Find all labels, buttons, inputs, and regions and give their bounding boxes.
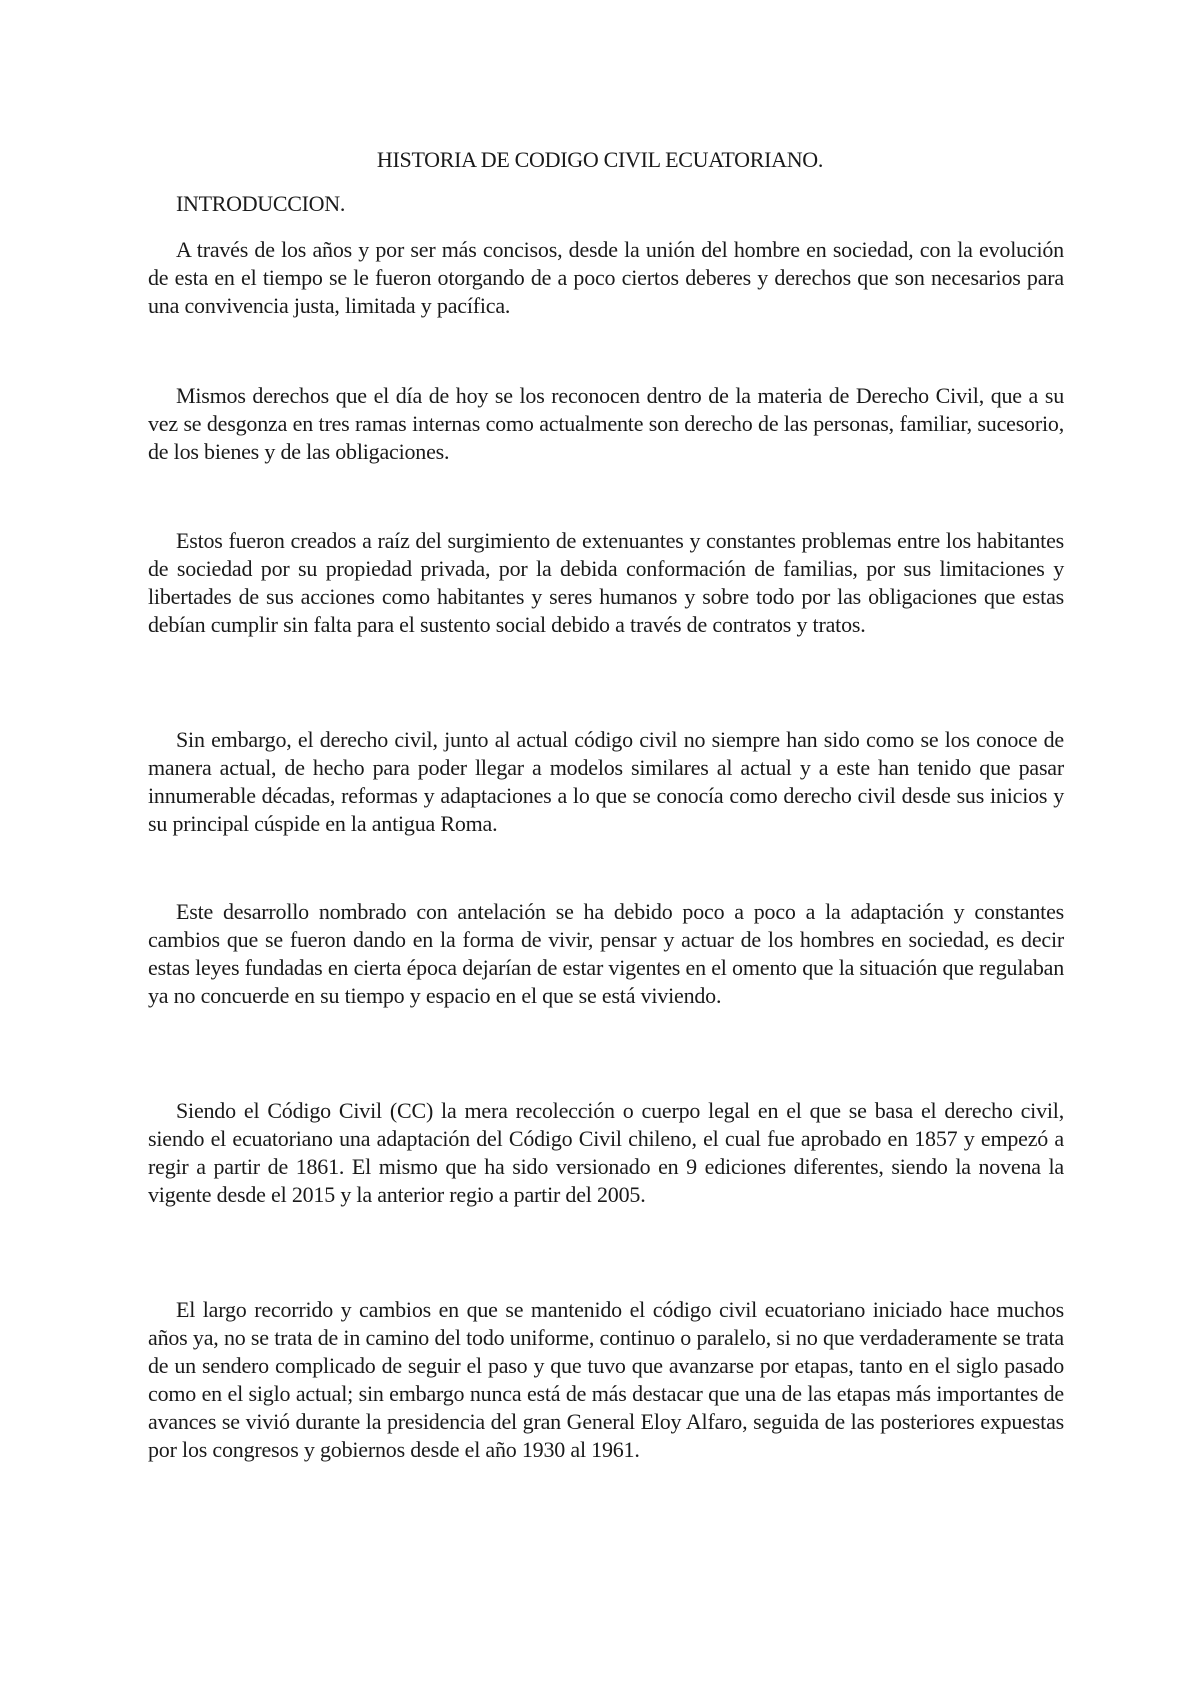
paragraph-4: Sin embargo, el derecho civil, junto al actual código civil no siempre han sido como se los conoce de manera actual, de hecho para poder llegar a modelos similares al actual y a este han tenido que pasar innumerable décadas, reformas y adaptaciones a lo que se conocía como derecho civil desde sus inicios y su principal cúspide en la antigua Roma. [148,727,1064,836]
paragraph-5: Este desarrollo nombrado con antelación se ha debido poco a poco a la adaptación y constantes cambios que se fueron dando en la forma de vivir, pensar y actuar de los hombres en sociedad, es decir estas leyes fundadas en cierta época dejarían de estar vigentes en el omento que la situación que regulaban ya no concuerde en su tiempo y espacio en el que se está viviendo. [148,899,1064,1008]
paragraph-6: Siendo el Código Civil (CC) la mera recolección o cuerpo legal en el que se basa el derecho civil, siendo el ecuatoriano una adaptación del Código Civil chileno, el cual fue aprobado en 1857 y empezó a regir a partir de 1861. El mismo que ha sido versionado en 9 ediciones diferentes, siendo la novena la vigente desde el 2015 y la anterior regio a partir del 2005. [148,1098,1064,1207]
section-heading-introduccion: INTRODUCCION. [176,191,346,216]
paragraph-2: Mismos derechos que el día de hoy se los reconocen dentro de la materia de Derecho Civil, que a su vez se desgonza en tres ramas internas como actualmente son derecho de las personas, familiar, sucesorio, de los bienes y de las obligaciones. [148,383,1064,464]
document-title: HISTORIA DE CODIGO CIVIL ECUATORIANO. [376,147,824,172]
paragraph-1: A través de los años y por ser más concisos, desde la unión del hombre en sociedad, con la evolución de esta en el tiempo se le fueron otorgando de a poco ciertos deberes y derechos que son necesarios para una convivencia justa, limitada y pacífica. [148,237,1064,318]
paragraph-7: El largo recorrido y cambios en que se mantenido el código civil ecuatoriano iniciado hace muchos años ya, no se trata de in camino del todo uniforme, continuo o paralelo, si no que verdaderamente se trata de un sendero complicado de seguir el paso y que tuvo que avanzarse por etapas, tanto en el siglo pasado como en el siglo actual; sin embargo nunca está de más destacar que una de las etapas más importantes de avances se vivió durante la presidencia del gran General Eloy Alfaro, seguida de las posteriores expuestas por los congresos y gobiernos desde el año 1930 al 1961. [148,1297,1064,1462]
paragraph-3: Estos fueron creados a raíz del surgimiento de extenuantes y constantes problemas entre los habitantes de sociedad por su propiedad privada, por la debida conformación de familias, por sus limitaciones y libertades de sus acciones como habitantes y seres humanos y sobre todo por las obligaciones que estas debían cumplir sin falta para el sustento social debido a través de contratos y tratos. [148,528,1064,637]
